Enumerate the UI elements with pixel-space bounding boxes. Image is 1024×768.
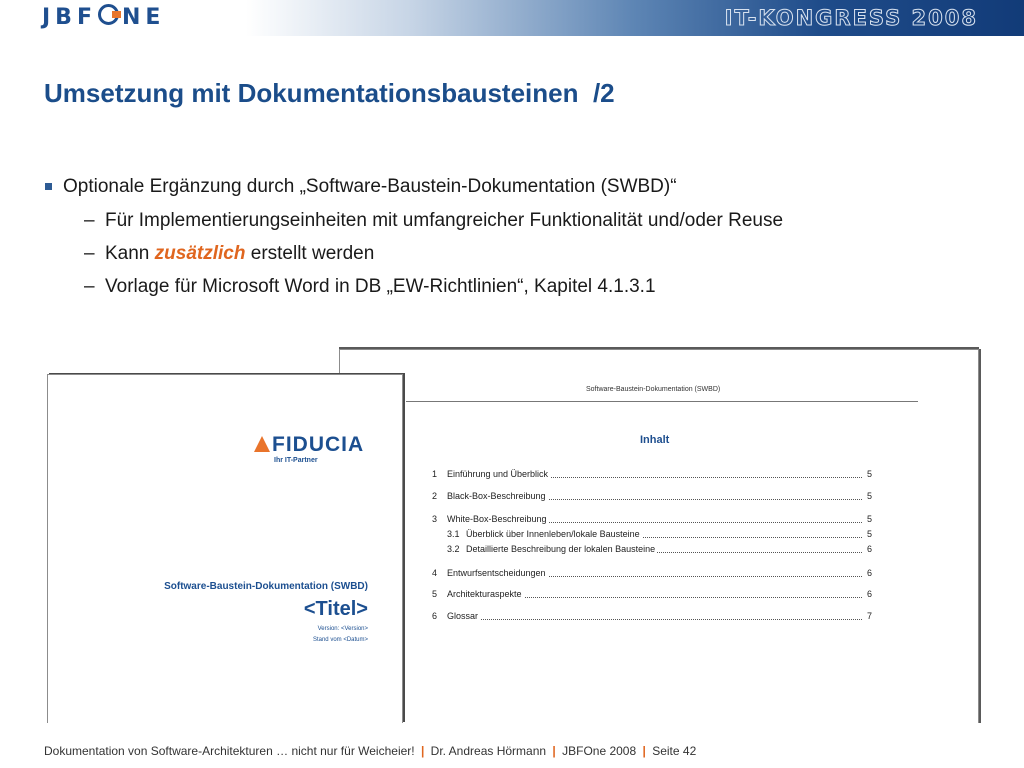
toc-page: 6 bbox=[866, 544, 872, 554]
toc-row bbox=[432, 611, 872, 623]
slide-footer bbox=[44, 744, 696, 758]
dash-icon: – bbox=[84, 276, 95, 297]
toc-row bbox=[432, 469, 872, 481]
sub-bullet-3-text: Vorlage für Microsoft Word in DB „EW-Richtlinien“, Kapitel 4.1.3.1 bbox=[105, 276, 656, 297]
toc-label: Überblick über Innenleben/lokale Bausteine bbox=[466, 529, 640, 539]
toc-label: Black-Box-Beschreibung bbox=[447, 491, 546, 501]
toc-row bbox=[432, 589, 872, 601]
cover-date: Stand vom <Datum> bbox=[312, 637, 368, 643]
toc-page: 5 bbox=[866, 491, 872, 501]
bullet-main-text: Optionale Ergänzung durch „Software-Baustein-Dokumentation (SWBD)“ bbox=[63, 176, 677, 197]
toc-number: 1 bbox=[432, 469, 438, 479]
jbfone-logo: JBF NE bbox=[42, 5, 166, 30]
doc-header-rule bbox=[406, 401, 918, 402]
toc-number: 2 bbox=[432, 491, 438, 501]
toc-number: 3 bbox=[432, 514, 438, 524]
fiducia-tagline: Ihr IT-Partner bbox=[274, 457, 318, 464]
toc-number: 6 bbox=[432, 611, 438, 621]
sub-bullet-1-text: Für Implementierungseinheiten mit umfangreicher Funktionalität und/oder Reuse bbox=[105, 210, 784, 231]
toc-page: 6 bbox=[866, 568, 872, 578]
footer-event: JBFOne 2008 bbox=[562, 744, 637, 758]
toc-row bbox=[432, 544, 872, 556]
cover-doc-title: Software-Baustein-Dokumentation (SWBD) bbox=[164, 581, 368, 592]
cover-placeholder-title: <Titel> bbox=[303, 598, 368, 620]
toc-label: Detaillierte Beschreibung der lokalen Bausteine bbox=[466, 544, 656, 554]
dash-icon: – bbox=[84, 243, 95, 264]
highlight-word: zusätzlich bbox=[154, 243, 246, 264]
doc-header-text: Software-Baustein-Dokumentation (SWBD) bbox=[586, 386, 721, 393]
header-band bbox=[0, 0, 1024, 36]
cover-version: Version: <Version> bbox=[317, 626, 368, 632]
toc-label: Entwurfsentscheidungen bbox=[447, 568, 546, 578]
toc-row bbox=[432, 514, 872, 526]
sub-bullet-2-text bbox=[105, 243, 374, 265]
sub-bullet-2-post: erstellt werden bbox=[245, 243, 375, 264]
footer-separator: | bbox=[642, 744, 646, 758]
toc-row bbox=[432, 529, 872, 541]
slide-title: Umsetzung mit Dokumentationsbausteinen /2 bbox=[44, 78, 615, 108]
dash-icon: – bbox=[84, 210, 95, 231]
toc-page: 7 bbox=[866, 611, 872, 621]
toc-number: 4 bbox=[432, 568, 438, 578]
toc-number: 3.1 bbox=[447, 529, 460, 539]
toc-number: 3.2 bbox=[447, 544, 460, 554]
toc-label: White-Box-Beschreibung bbox=[447, 514, 547, 524]
bullet-square-icon bbox=[45, 183, 52, 190]
footer-page-number: Seite 42 bbox=[652, 744, 697, 758]
event-name: IT-KONGRESS 2008 bbox=[724, 6, 978, 30]
toc-page: 6 bbox=[866, 589, 872, 599]
footer-text-1: Dokumentation von Software-Architekturen … nicht nur für Weicheier! bbox=[44, 744, 415, 758]
logo-ring-icon bbox=[98, 4, 119, 25]
toc-row bbox=[432, 568, 872, 580]
toc-page: 5 bbox=[866, 529, 872, 539]
toc-label: Einführung und Überblick bbox=[447, 469, 549, 479]
toc-page: 5 bbox=[866, 469, 872, 479]
footer-author: Dr. Andreas Hörmann bbox=[430, 744, 547, 758]
cover-page-image bbox=[47, 374, 403, 723]
toc-row bbox=[432, 491, 872, 503]
toc-label: Architekturaspekte bbox=[447, 589, 522, 599]
footer-separator: | bbox=[420, 744, 425, 758]
sub-bullet-2-pre: Kann bbox=[105, 243, 155, 264]
toc-label: Glossar bbox=[447, 611, 479, 621]
footer-separator: | bbox=[552, 744, 556, 758]
fiducia-brand: FIDUCIA bbox=[272, 433, 365, 456]
fiducia-logo bbox=[254, 433, 364, 457]
toc-heading: Inhalt bbox=[640, 434, 670, 446]
fiducia-triangle-icon bbox=[254, 436, 270, 452]
toc-leader-dots bbox=[447, 619, 862, 620]
toc-page-image bbox=[339, 349, 979, 723]
toc-page: 5 bbox=[866, 514, 872, 524]
toc-number: 5 bbox=[432, 589, 438, 599]
